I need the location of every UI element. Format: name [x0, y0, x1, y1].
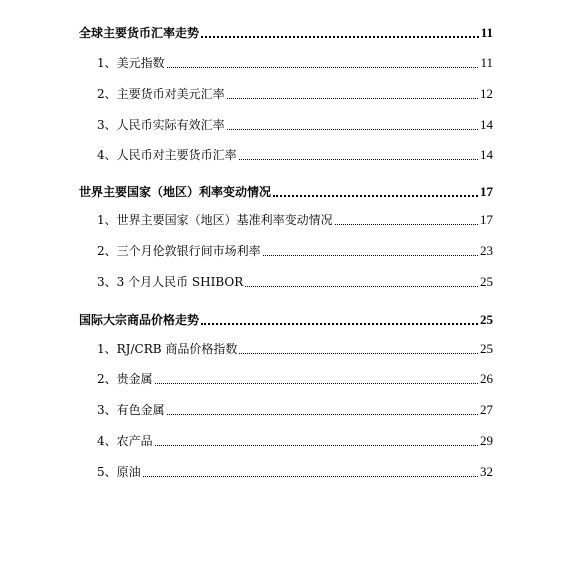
toc-item-label: 2、主要货币对美元汇率: [97, 87, 225, 101]
toc-item[interactable]: [97, 86, 493, 102]
toc-page-number: 11: [480, 55, 493, 70]
toc-item[interactable]: [97, 243, 493, 259]
toc-page-number: 11: [480, 25, 493, 40]
toc-page-number: 25: [480, 312, 493, 327]
toc-item-label: 2、三个月伦敦银行间市场利率: [97, 244, 261, 258]
toc-item[interactable]: [97, 55, 493, 71]
toc-section-title: 全球主要货币汇率走势: [79, 26, 200, 40]
toc-page-number: 12: [480, 86, 493, 101]
toc-item-label: 5、原油: [97, 465, 141, 479]
toc-section-commodities[interactable]: [79, 312, 493, 328]
toc-page-number: 17: [480, 184, 493, 199]
toc-page-number: 27: [480, 402, 493, 417]
toc-page-number: 32: [480, 464, 493, 479]
toc-page-number: 29: [480, 433, 493, 448]
dot-leader: [167, 414, 478, 415]
dot-leader: [227, 98, 478, 99]
toc-section-rates[interactable]: [79, 184, 493, 200]
toc-item-label: 4、农产品: [97, 434, 153, 448]
toc-item[interactable]: [97, 371, 493, 387]
toc-item[interactable]: [97, 402, 493, 418]
toc-page-number: 14: [480, 147, 493, 162]
dot-leader: [227, 129, 478, 130]
dot-leader: [167, 67, 479, 68]
dot-leader: [201, 323, 478, 325]
toc-item-label: 3、人民币实际有效汇率: [97, 118, 225, 132]
dot-leader: [335, 224, 478, 225]
toc-item-label: 1、RJ/CRB 商品价格指数: [97, 342, 238, 356]
toc-page-number: 25: [480, 341, 493, 356]
toc-section-title: 国际大宗商品价格走势: [79, 313, 200, 327]
toc-item[interactable]: [97, 212, 493, 228]
dot-leader: [263, 255, 478, 256]
toc-item[interactable]: [97, 433, 493, 449]
toc-item-label: 2、贵金属: [97, 372, 153, 386]
dot-leader: [155, 383, 478, 384]
toc-item[interactable]: [97, 147, 493, 163]
toc-item[interactable]: [97, 341, 493, 357]
dot-leader: [201, 36, 479, 38]
toc-item-label: 1、美元指数: [97, 56, 165, 70]
toc-page-number: 14: [480, 117, 493, 132]
toc-item[interactable]: [97, 464, 493, 480]
toc-item-label: 3、3 个月人民币 SHIBOR: [97, 275, 244, 289]
dot-leader: [245, 286, 478, 287]
toc-item[interactable]: [97, 274, 493, 290]
toc-page-number: 25: [480, 274, 493, 289]
toc-item-label: 1、世界主要国家（地区）基准利率变动情况: [97, 213, 333, 227]
toc-section-title: 世界主要国家（地区）利率变动情况: [79, 185, 272, 199]
toc-item-label: 4、人民币对主要货币汇率: [97, 148, 237, 162]
dot-leader: [143, 476, 478, 477]
dot-leader: [155, 445, 478, 446]
dot-leader: [239, 159, 478, 160]
dot-leader: [239, 353, 478, 354]
toc-item[interactable]: [97, 117, 493, 133]
toc-page-number: 17: [480, 212, 493, 227]
toc-page-number: 23: [480, 243, 493, 258]
toc-page-number: 26: [480, 371, 493, 386]
toc-section-fx[interactable]: [79, 25, 493, 41]
toc-item-label: 3、有色金属: [97, 403, 165, 417]
dot-leader: [273, 195, 478, 197]
